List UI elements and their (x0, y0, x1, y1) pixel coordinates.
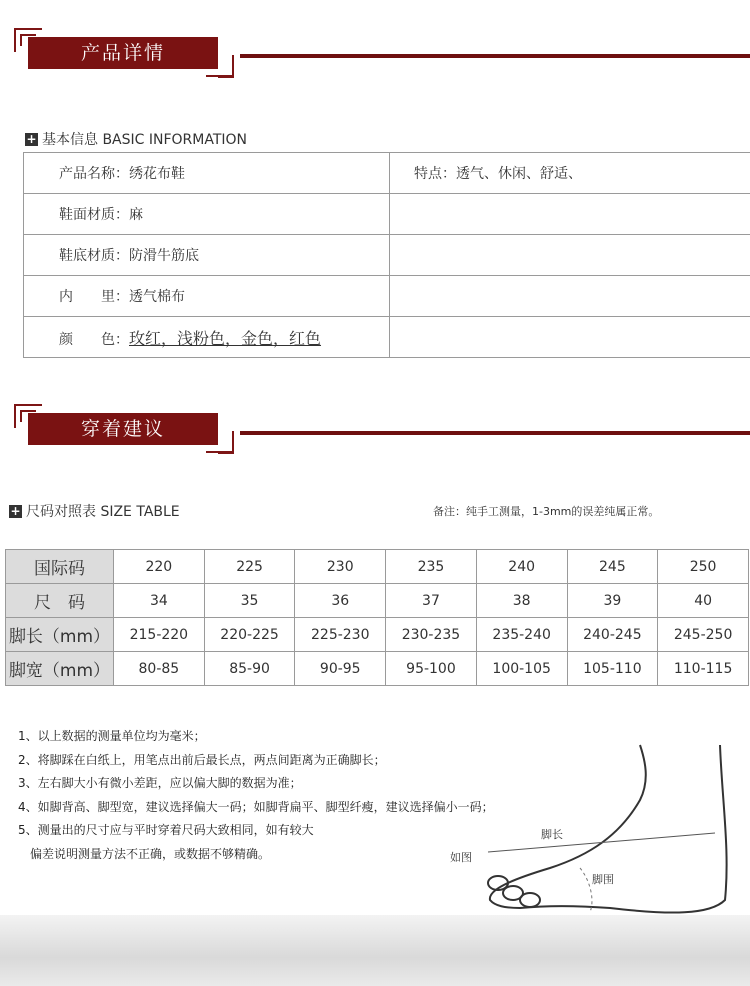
size-cell: 36 (295, 584, 386, 618)
size-cell: 80-85 (114, 652, 205, 686)
section-title-detail: 产品详情 (28, 37, 218, 69)
size-cell: 230-235 (386, 618, 477, 652)
length-label: 脚长 (541, 828, 563, 841)
info-right-cell (390, 194, 750, 235)
info-label: 颜 色： (59, 331, 129, 348)
note-line: 5、测量出的尺寸应与平时穿着尺码大致相同，如有较大 (18, 823, 314, 837)
info-row (24, 276, 750, 317)
plus-icon: + (10, 503, 21, 518)
size-row-label: 国际码 (6, 550, 114, 584)
girth-label: 脚围 (592, 873, 614, 886)
basic-info-heading (25, 129, 247, 149)
size-table-heading-text: 尺码对照表 SIZE TABLE (26, 504, 180, 520)
info-row (24, 317, 750, 358)
info-label: 鞋底材质： (59, 248, 129, 264)
plus-icon: + (26, 131, 37, 146)
size-cell: 240-245 (567, 618, 658, 652)
info-row (24, 235, 750, 276)
girth-curve (580, 868, 592, 912)
size-row-label: 尺 码 (6, 584, 114, 618)
size-cell: 230 (295, 550, 386, 584)
info-right-cell (390, 276, 750, 317)
size-cell: 245-250 (658, 618, 749, 652)
size-cell: 35 (204, 584, 295, 618)
size-row (6, 652, 749, 686)
size-cell: 90-95 (295, 652, 386, 686)
size-row (6, 550, 749, 584)
foot-outline-icon (490, 745, 727, 913)
basic-info-table (23, 152, 750, 358)
size-cell: 220 (114, 550, 205, 584)
note-line: 2、将脚踩在白纸上，用笔点出前后最长点，两点间距离为正确脚长； (18, 752, 386, 767)
size-cell: 240 (476, 550, 567, 584)
foot-measure-diagram (440, 740, 740, 920)
info-row (24, 153, 750, 194)
info-label: 鞋面材质： (59, 207, 129, 223)
size-cell: 95-100 (386, 652, 477, 686)
info-row (24, 194, 750, 235)
size-cell: 105-110 (567, 652, 658, 686)
size-cell: 40 (658, 584, 749, 618)
note-line: 1、以上数据的测量单位均为毫米； (18, 729, 206, 743)
size-cell: 225-230 (295, 618, 386, 652)
size-cell: 235-240 (476, 618, 567, 652)
size-row (6, 618, 749, 652)
size-row-label: 脚宽（mm） (6, 652, 114, 686)
size-cell: 34 (114, 584, 205, 618)
size-cell: 220-225 (204, 618, 295, 652)
note-line: 4、如脚背高、脚型宽，建议选择偏大一码；如脚背扁平、脚型纤瘦，建议选择偏小一码； (18, 799, 494, 814)
info-value: 麻 (129, 207, 143, 223)
size-row-label: 脚长（mm） (6, 618, 114, 652)
info-value: 透气棉布 (129, 289, 185, 305)
note-line: 3、左右脚大小有微小差距，应以偏大脚的数据为准； (18, 776, 302, 790)
size-cell: 85-90 (204, 652, 295, 686)
info-value: 绣花布鞋 (129, 166, 185, 182)
size-cell: 100-105 (476, 652, 567, 686)
size-cell: 245 (567, 550, 658, 584)
footer-background (0, 915, 750, 986)
color-options: 玫红，浅粉色，金色，红色 (129, 328, 322, 348)
size-cell: 215-220 (114, 618, 205, 652)
size-note: 备注：纯手工测量，1-3mm的误差纯属正常。 (433, 505, 660, 518)
size-cell: 39 (567, 584, 658, 618)
size-cell: 110-115 (658, 652, 749, 686)
info-value: 防滑牛筋底 (129, 248, 199, 264)
section-divider (240, 54, 750, 58)
length-line (488, 833, 715, 852)
info-label: 内 里： (59, 289, 129, 305)
basic-info-heading-text: 基本信息 BASIC INFORMATION (42, 132, 248, 148)
info-right-cell (390, 235, 750, 276)
info-label: 产品名称： (59, 166, 129, 182)
section-divider (240, 431, 750, 435)
size-cell: 225 (204, 550, 295, 584)
size-cell: 38 (476, 584, 567, 618)
size-row (6, 584, 749, 618)
size-cell: 37 (386, 584, 477, 618)
corner-ornament (218, 66, 234, 78)
corner-ornament (218, 442, 234, 454)
toe-icon (520, 893, 540, 907)
measurement-notes (18, 725, 494, 866)
size-table-heading (9, 501, 180, 521)
section-title-wearing: 穿着建议 (28, 413, 218, 445)
note-line: 偏差说明测量方法不正确，或数据不够精确。 (18, 846, 271, 861)
size-table (5, 549, 749, 686)
figure-label: 如图 (450, 851, 472, 864)
size-cell: 250 (658, 550, 749, 584)
info-right-cell (390, 317, 750, 358)
size-cell: 235 (386, 550, 477, 584)
info-right-cell: 特点：透气、休闲、舒适、 (390, 153, 750, 194)
